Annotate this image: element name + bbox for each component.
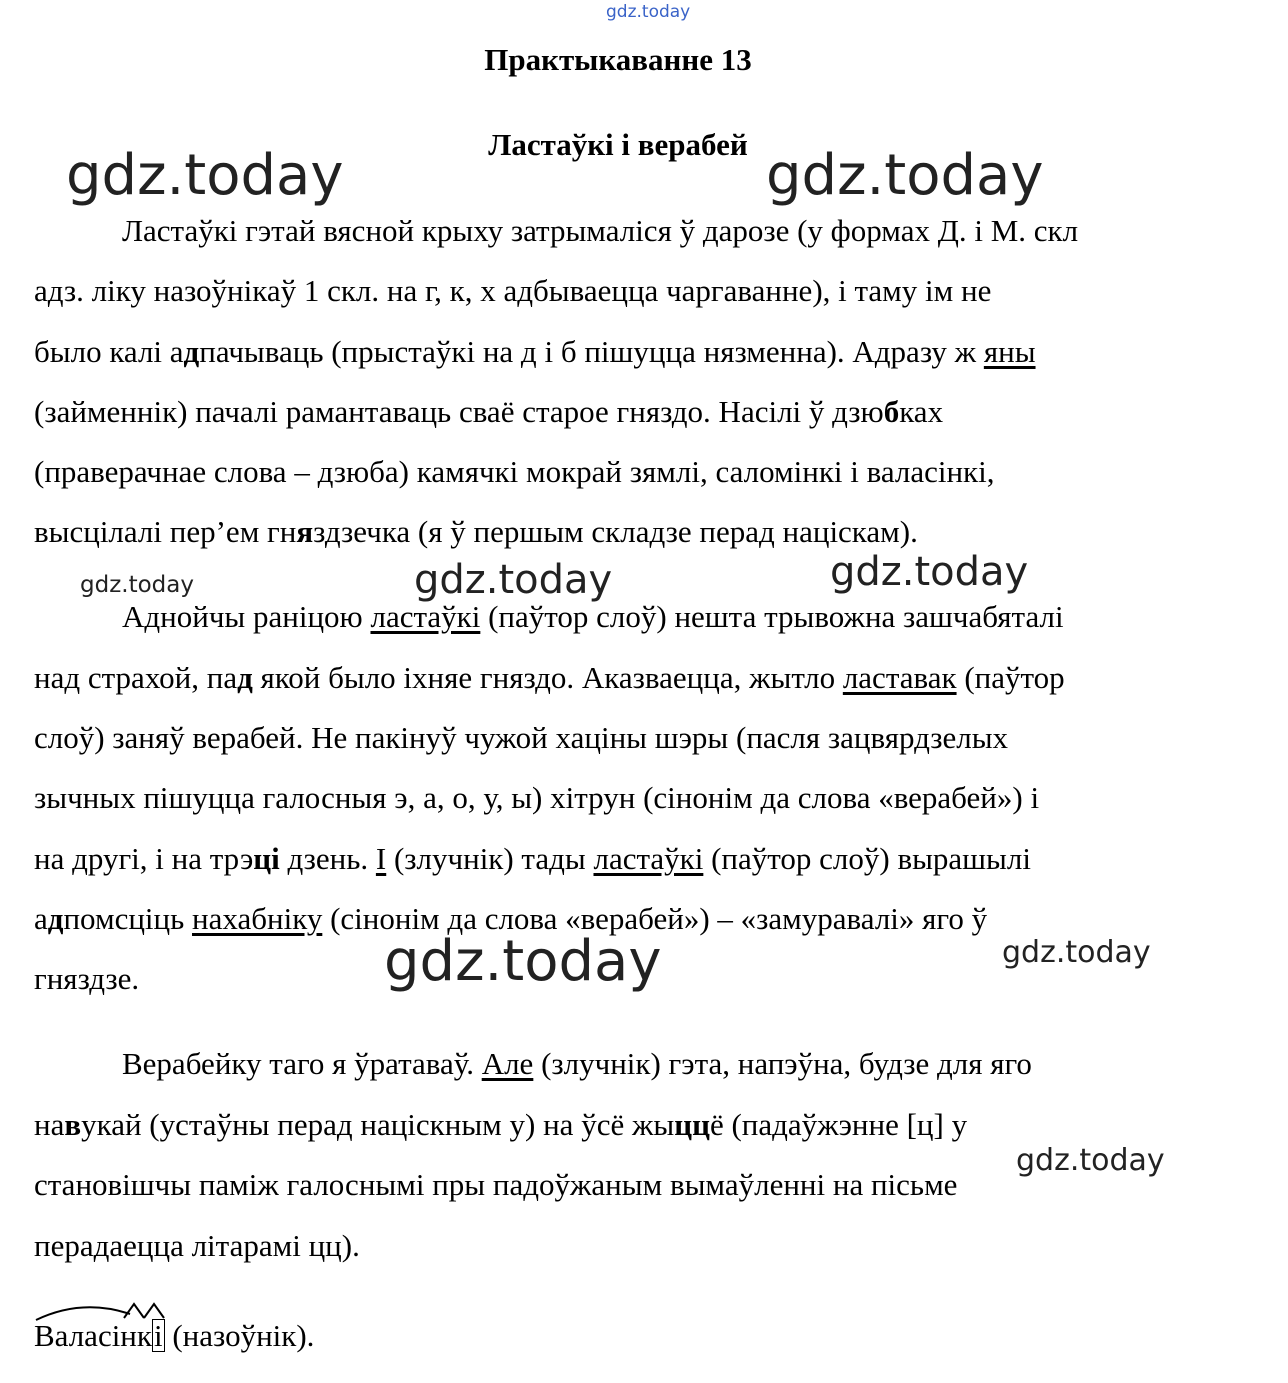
watermark: gdz.today bbox=[1002, 935, 1151, 970]
text-line: Верабейку таго я ўратаваў. Але (злучнік) гэта, напэўна, будзе для яго bbox=[122, 1046, 1032, 1081]
text-line: высцілалі пер’ем гняздзечка (я ў першым складзе перад націскам). bbox=[34, 514, 918, 549]
watermark: gdz.today bbox=[384, 929, 662, 994]
text-line: слоў) заняў верабей. Не пакінуў чужой хаціны шэры (пасля зацвярдзелых bbox=[34, 720, 1009, 755]
text-line: навукай (устаўны перад націскным у) на ўсё жыццё (падаўжэнне [ц] у bbox=[34, 1107, 968, 1142]
text-line: адпомсціць нахабніку (сінонім да слова «верабей») – «замуравалі» яго ў bbox=[34, 901, 988, 936]
suffix-caret bbox=[144, 1304, 164, 1318]
text-line: (праверачнае слова – дзюба) камячкі мокрай зямлі, саломінкі і валасінкі, bbox=[34, 454, 995, 489]
page-title: Практыкаванне 13 bbox=[484, 42, 752, 77]
watermark: gdz.today bbox=[80, 572, 194, 598]
text-line: зычных пішуцца галосныя э, а, о, у, ы) хітрун (сінонім да слова «верабей») і bbox=[34, 780, 1040, 815]
text-line: над страхой, пад якой было іхняе гняздо. Аказваецца, жытло ластавак (паўтор bbox=[34, 660, 1065, 695]
suffix-caret bbox=[124, 1304, 144, 1318]
watermark: gdz.today bbox=[766, 143, 1044, 208]
text-line: Аднойчы раніцою ластаўкі (паўтор слоў) нешта трывожна зашчабяталі bbox=[122, 599, 1064, 634]
text-line: гняздзе. bbox=[34, 961, 140, 996]
watermark: gdz.today bbox=[1016, 1143, 1165, 1178]
text-line: на другі, і на трэці дзень. І (злучнік) тады ластаўкі (паўтор слоў) вырашылі bbox=[34, 841, 1031, 876]
watermark: gdz.today bbox=[830, 549, 1029, 595]
text-line: перадаецца літарамі цц). bbox=[34, 1228, 360, 1263]
word-analysis: Валасінкі (назоўнік). bbox=[34, 1318, 315, 1353]
text-line: становішчы паміж галоснымі пры падоўжаным вымаўленні на пісьме bbox=[34, 1167, 958, 1202]
text-line: адз. ліку назоўнікаў 1 скл. на г, к, х адбываецца чаргаванне), і таму ім не bbox=[34, 273, 992, 308]
ending-box: і bbox=[153, 1318, 163, 1353]
watermark-top: gdz.today bbox=[606, 2, 691, 22]
text-line: (займеннік) пачалі рамантаваць сваё старое гняздо. Насілі ў дзюбках bbox=[34, 394, 944, 429]
text-line: Ластаўкі гэтай вясной крыху затрымаліся ў дарозе (у формах Д. і М. скл bbox=[122, 213, 1079, 248]
watermark: gdz.today bbox=[66, 143, 344, 208]
watermark: gdz.today bbox=[414, 557, 613, 603]
text-title: Ластаўкі і верабей bbox=[488, 127, 748, 162]
text-line: было калі адпачываць (прыстаўкі на д і б пішуцца нязменна). Адразу ж яны bbox=[34, 334, 1036, 369]
